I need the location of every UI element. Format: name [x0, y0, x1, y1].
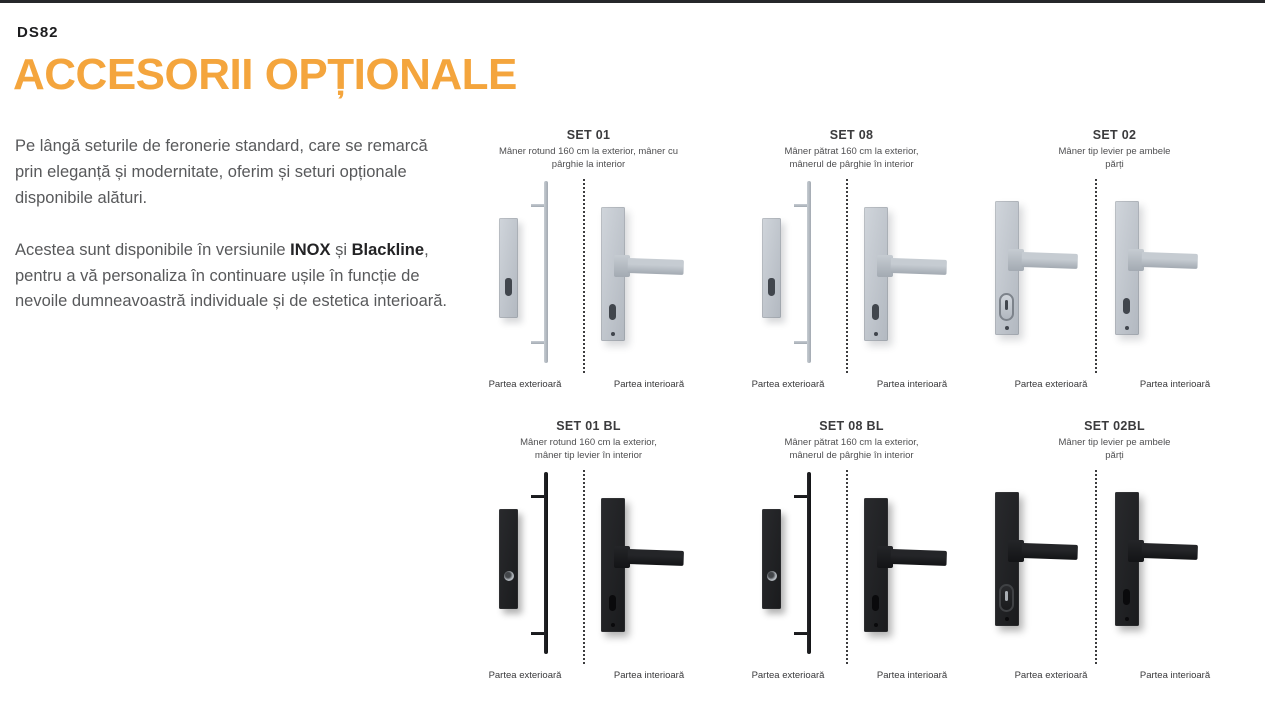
dotted-divider	[1095, 470, 1097, 664]
lever-handle	[627, 549, 683, 566]
bar-mount-top	[794, 204, 808, 207]
dotted-divider	[1095, 179, 1097, 373]
keyhole-icon	[1123, 589, 1130, 605]
intro-paragraph-2	[15, 238, 447, 316]
label-exterior: Partea exterioară	[751, 670, 825, 681]
lever-handle	[1141, 252, 1197, 269]
lever-handle	[1021, 252, 1077, 269]
dotted-divider	[846, 179, 848, 373]
top-strip	[0, 0, 1265, 3]
set-description: Mâner rotund 160 cm la exterior, mâner tip levier în interior	[520, 437, 657, 462]
interior-lever-handle-group	[601, 207, 701, 347]
lever-handle	[1021, 543, 1077, 560]
label-exterior: Partea exterioară	[751, 379, 825, 390]
screw-icon	[1005, 617, 1009, 621]
label-exterior: Partea exterioară	[488, 379, 562, 390]
set-description: Mâner tip levier pe ambele părți	[1058, 146, 1171, 171]
intro-p2-mid: și	[330, 240, 352, 259]
exterior-lever-handle-group	[995, 201, 1095, 341]
set-description: Mâner rotund 160 cm la exterior, mâner cu pârghie la interior	[498, 146, 678, 171]
lock-cylinder-icon	[767, 571, 777, 581]
bar-mount-bottom	[794, 341, 808, 344]
label-interior: Partea interioară	[613, 670, 685, 681]
intro-p2-pre: Acestea sunt disponibile în versiunile	[15, 240, 291, 259]
label-interior: Partea interioară	[1139, 670, 1211, 681]
bar-mount-bottom	[794, 632, 808, 635]
blackline-label: Blackline	[351, 240, 425, 259]
set-title: SET 02BL	[1084, 419, 1145, 433]
pull-bar-handle	[544, 181, 548, 363]
set-figure	[457, 466, 720, 666]
lever-handle	[627, 258, 683, 275]
interior-lever-handle-group	[864, 498, 964, 638]
set-figure	[983, 175, 1246, 375]
keyhole-icon	[872, 304, 879, 320]
inox-label: INOX	[290, 240, 331, 259]
screw-icon	[1005, 326, 1009, 330]
keyhole-escutcheon-icon	[999, 293, 1014, 321]
label-exterior: Partea exterioară	[1014, 379, 1088, 390]
set-card-set-08	[720, 122, 983, 392]
sets-grid	[457, 122, 1247, 683]
bar-mount-bottom	[531, 341, 545, 344]
keyhole-icon	[872, 595, 879, 611]
interior-lever-handle-group	[1115, 492, 1215, 632]
screw-icon	[1125, 326, 1129, 330]
label-interior: Partea interioară	[876, 670, 948, 681]
set-title: SET 08 BL	[819, 419, 884, 433]
keyhole-icon	[505, 278, 512, 296]
intro-p2-rest: , pentru a vă personaliza în continuare ușile în funcție de nevoile dumneavoastră individuale și de estetica interioară.	[15, 240, 448, 311]
bar-mount-top	[794, 495, 808, 498]
keyhole-icon	[609, 595, 616, 611]
set-title: SET 01	[566, 128, 611, 142]
set-figure	[720, 175, 983, 375]
lever-handle	[890, 549, 946, 566]
label-interior: Partea interioară	[1139, 379, 1211, 390]
label-exterior: Partea exterioară	[1014, 670, 1088, 681]
set-card-set-02bl	[983, 413, 1246, 683]
set-figure	[983, 466, 1246, 666]
screw-icon	[874, 332, 878, 336]
pull-bar-handle	[807, 181, 811, 363]
page-title: ACCESORII OPȚIONALE	[13, 50, 517, 99]
lever-handle	[890, 258, 946, 275]
interior-lever-handle-group	[1115, 201, 1215, 341]
interior-lever-handle-group	[601, 498, 701, 638]
set-title: SET 01 BL	[556, 419, 621, 433]
exterior-plate	[499, 509, 518, 609]
set-card-set-02	[983, 122, 1246, 392]
keyhole-icon	[768, 278, 775, 296]
bar-mount-top	[531, 204, 545, 207]
keyhole-icon	[1123, 298, 1130, 314]
dotted-divider	[583, 470, 585, 664]
set-figure	[457, 175, 720, 375]
set-figure	[720, 466, 983, 666]
label-exterior: Partea exterioară	[488, 670, 562, 681]
interior-lever-handle-group	[864, 207, 964, 347]
set-card-set-01	[457, 122, 720, 392]
pull-bar-handle	[544, 472, 548, 654]
exterior-plate	[762, 509, 781, 609]
bar-mount-bottom	[531, 632, 545, 635]
set-title: SET 02	[1092, 128, 1137, 142]
screw-icon	[874, 623, 878, 627]
bar-mount-top	[531, 495, 545, 498]
set-description: Mâner pătrat 160 cm la exterior, mânerul de pârghie în interior	[784, 146, 919, 171]
intro-text	[15, 134, 447, 315]
exterior-lever-handle-group	[995, 492, 1095, 632]
lock-cylinder-icon	[504, 571, 514, 581]
intro-paragraph-1: Pe lângă seturile de feronerie standard, care se remarcă prin eleganță și modernitate, oferim și seturi opționale disponibile alături.	[15, 137, 428, 207]
exterior-pull-handle-group	[457, 466, 587, 666]
set-title: SET 08	[829, 128, 874, 142]
dotted-divider	[583, 179, 585, 373]
screw-icon	[1125, 617, 1129, 621]
document-code: DS82	[17, 24, 59, 41]
label-interior: Partea interioară	[613, 379, 685, 390]
screw-icon	[611, 623, 615, 627]
exterior-pull-handle-group	[720, 175, 850, 375]
set-description: Mâner tip levier pe ambele părți	[1058, 437, 1171, 462]
set-card-set-08-bl	[720, 413, 983, 683]
exterior-plate	[762, 218, 781, 318]
keyhole-icon	[609, 304, 616, 320]
exterior-pull-handle-group	[457, 175, 587, 375]
label-interior: Partea interioară	[876, 379, 948, 390]
exterior-pull-handle-group	[720, 466, 850, 666]
set-card-set-01-bl	[457, 413, 720, 683]
set-description: Mâner pătrat 160 cm la exterior, mânerul de pârghie în interior	[784, 437, 919, 462]
keyhole-escutcheon-icon	[999, 584, 1014, 612]
lever-handle	[1141, 543, 1197, 560]
dotted-divider	[846, 470, 848, 664]
screw-icon	[611, 332, 615, 336]
pull-bar-handle	[807, 472, 811, 654]
exterior-plate	[499, 218, 518, 318]
